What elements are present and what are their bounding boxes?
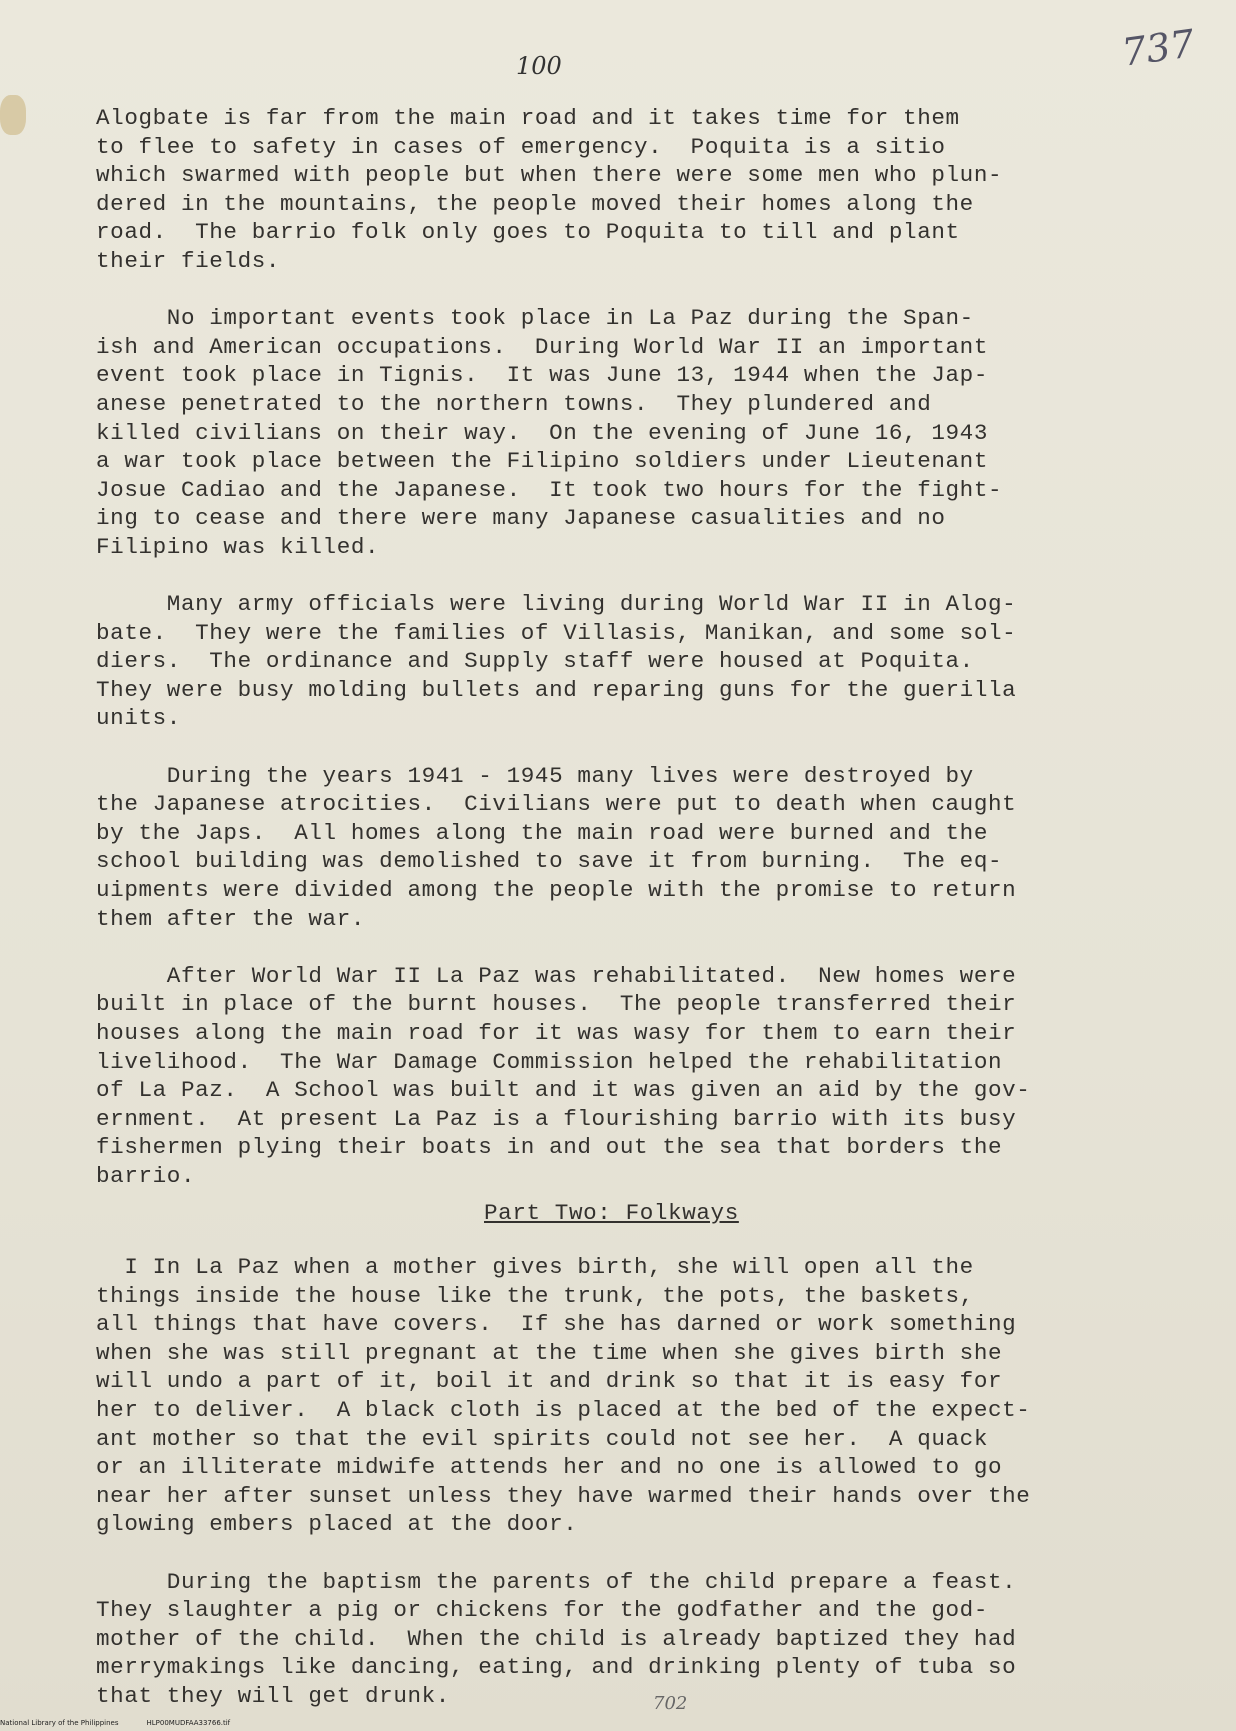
paragraph: During the years 1941 - 1945 many lives were destroyed by the Japanese atrocities. Civilians were put to death when caught by the Japs. All homes along the main road were burned and the school building was demolished to save it from burning. The eq- uipments were divided among the people with the promise to return them after the war.	[96, 762, 1017, 932]
paper-stain	[0, 95, 26, 135]
paragraph: During the baptism the parents of the child prepare a feast. They slaughter a pig or chickens for the godfather and the god- mother of the child. When the child is already baptized they had merrymakings like dancing, eating, and drinking plenty of tuba so that they will get drunk.	[96, 1568, 1017, 1709]
paragraph: After World War II La Paz was rehabilitated. New homes were built in place of the burnt houses. The people transferred their houses along the main road for it was wasy for them to earn their livelihood. The War Damage Commission helped the rehabilitation of La Paz. A School was built and it was given an aid by the gov- ernment. At present La Paz is a flourishing barrio with its busy fishermen plying their boats in and out the sea that borders the barrio.	[96, 962, 1031, 1189]
bottom-handwritten-number: 702	[653, 1693, 688, 1714]
scan-footer	[0, 1719, 1236, 1731]
paragraph: I In La Paz when a mother gives birth, she will open all the things inside the house like the trunk, the pots, the baskets, all things that have covers. If she has darned or work something when she was still pregnant at the time when she gives birth she will undo a part of it, boil it and drink so that it is easy for her to deliver. A black cloth is placed at the bed of the expect- ant mother so that the evil spirits could not see her. A quack or an illiterate midwife attends her and no one is allowed to go near her after sunset unless they have warmed their hands over the glowing embers placed at the door.	[96, 1254, 1031, 1538]
part-one-body	[96, 104, 1206, 1191]
part-two-body	[96, 1253, 1206, 1711]
footer-library: National Library of the Philippines	[0, 1719, 119, 1727]
corner-archive-number: 737	[1119, 21, 1198, 75]
paragraph: No important events took place in La Paz during the Span- ish and American occupations. During World War II an important event took place in Tignis. It was June 13, 1944 when the Jap- anese penetrated to the northern towns. They plundered and killed civilians on their way. On the evening of June 16, 1943 a war took place between the Filipino soldiers under Lieutenant Josue Cadiao and the Japanese. It took two hours for the fight- ing to cease and there were many Japanese casualities and no Filipino was killed.	[96, 305, 1003, 560]
footer-file-id: HLP00MUDFAA33766.tif	[146, 1719, 231, 1727]
paragraph: Many army officials were living during World War II in Alog- bate. They were the families of Villasis, Manikan, and some sol- diers. The ordinance and Supply staff were housed at Poquita. They were busy molding bullets and reparing guns for the guerilla units.	[96, 591, 1017, 732]
page-number: 100	[516, 52, 562, 80]
paragraph: Alogbate is far from the main road and it takes time for them to flee to safety in cases of emergency. Poquita is a sitio which swarmed with people but when there were some men who plun- dered in the mountains, the people moved their homes along the road. The barrio folk only goes to Poquita to till and plant their fields.	[96, 105, 1003, 274]
section-title: Part Two: Folkways	[484, 1200, 739, 1226]
